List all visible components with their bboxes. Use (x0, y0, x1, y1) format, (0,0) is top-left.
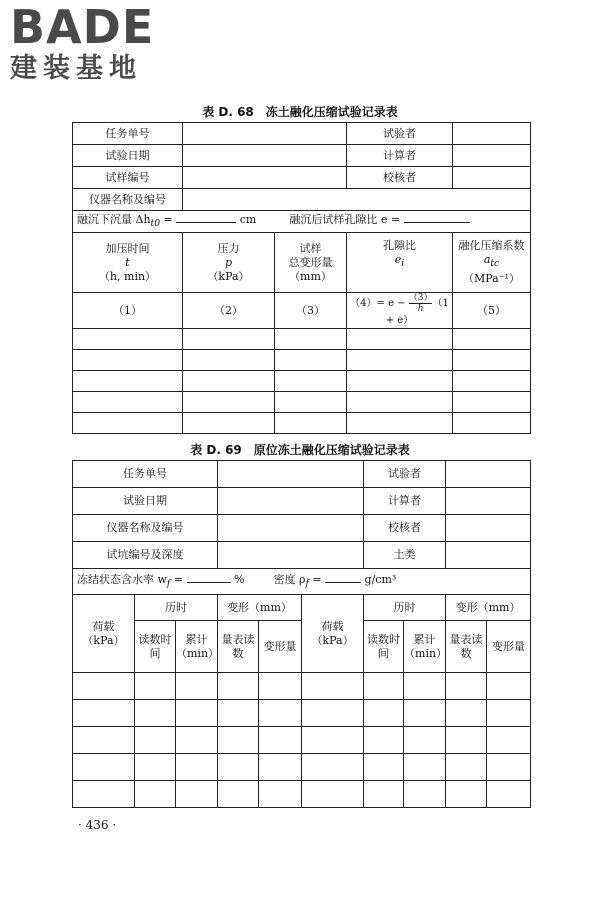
formula-cell: （4）= e − $\frac{(3)}{h}$ （1 + e） (347, 293, 453, 329)
settle-blank[interactable] (176, 211, 236, 223)
value-checker-69[interactable] (446, 515, 531, 542)
label-checker-69: 校核者 (364, 515, 446, 542)
page-number: · 436 · (78, 818, 117, 832)
value-instrument-69[interactable] (218, 515, 364, 542)
logo-brand: BADE (10, 0, 155, 54)
table-row[interactable] (73, 392, 531, 413)
label-task: 任务单号 (73, 123, 183, 145)
label-calc: 计算者 (347, 145, 453, 167)
header-cum-time-2: 累计（min） (404, 621, 446, 673)
void-blank[interactable] (404, 211, 470, 223)
header-cum-time: 累计（min） (176, 621, 218, 673)
label-sample: 试样编号 (73, 167, 183, 189)
water-density-row: 冻结状态含水率 $w_f$ = % 密度 $\rho_f = g/cm^3$ (73, 569, 531, 595)
table-row[interactable] (73, 350, 531, 371)
table-row[interactable] (73, 329, 531, 350)
header-history-right: 历时 (364, 595, 446, 621)
void-label: 融沉后试样孔隙比 e = (289, 213, 404, 227)
header-void: 孔隙比 $e_i$ (347, 233, 453, 293)
label-date: 试验日期 (73, 145, 183, 167)
table-row[interactable] (73, 727, 531, 754)
settlement-row: 融沉下沉量 $\Delta h_{t0}$ = cm 融沉后试样孔隙比 e = (73, 211, 531, 233)
header-read-time: 读数时间 (135, 621, 176, 673)
table-row[interactable] (73, 413, 531, 434)
label-checker: 校核者 (347, 167, 453, 189)
value-calc-69[interactable] (446, 488, 531, 515)
header-row (73, 233, 531, 293)
label-calc-69: 计算者 (364, 488, 446, 515)
header-pressure: 压力 p （kPa） (183, 233, 275, 293)
header-deform-left: 变形（mm） (218, 595, 302, 621)
label-task-69: 任务单号 (73, 461, 218, 488)
label-instrument: 仪器名称及编号 (73, 189, 183, 211)
header-history-left: 历时 (135, 595, 218, 621)
label-date-69: 试验日期 (73, 488, 218, 515)
header-deform-right: 变形（mm） (446, 595, 531, 621)
value-date-69[interactable] (218, 488, 364, 515)
table-row[interactable] (73, 371, 531, 392)
table69-title: 表 D. 69 原位冻土融化压缩试验记录表 (190, 443, 410, 457)
value-pit-69[interactable] (218, 542, 364, 569)
colnum-row: （1） （2） （3） （4）= e − $\frac{(3)}{h}$ （1 + e） （5） (73, 293, 531, 329)
header-load-right: 荷载 （kPa） (302, 595, 364, 673)
table68 (72, 122, 531, 434)
label-tester: 试验者 (347, 123, 453, 145)
value-date[interactable] (183, 145, 347, 167)
value-calc[interactable] (453, 145, 531, 167)
header-read-time-2: 读数时间 (364, 621, 404, 673)
table-row[interactable] (73, 673, 531, 700)
water-blank[interactable] (187, 571, 231, 583)
label-instrument-69: 仪器名称及编号 (73, 515, 218, 542)
value-checker[interactable] (453, 167, 531, 189)
header-time: 加压时间 t （h, min） (73, 233, 183, 293)
label-pit-69: 试坑编号及深度 (73, 542, 218, 569)
value-sample[interactable] (183, 167, 347, 189)
header-gauge-2: 量表读数 (446, 621, 487, 673)
logo-subtitle: 建装基地 (10, 53, 142, 84)
logo (10, 0, 180, 84)
header-load-left: 荷载 （kPa） (73, 595, 135, 673)
label-soil-69: 土类 (364, 542, 446, 569)
value-tester-69[interactable] (446, 461, 531, 488)
header-deform-amt-2: 变形量 (487, 621, 531, 673)
header-coef: 融化压缩系数 $a_{tc}$ （MPa⁻¹） (453, 233, 531, 293)
label-tester-69: 试验者 (364, 461, 446, 488)
settle-label: 融沉下沉量 Δh (77, 213, 151, 227)
header-deform-amt: 变形量 (259, 621, 302, 673)
table-row[interactable] (73, 700, 531, 727)
value-instrument[interactable] (183, 189, 531, 211)
table69 (72, 460, 531, 808)
table-row[interactable] (73, 754, 531, 781)
table68-title: 表 D. 68 冻土融化压缩试验记录表 (202, 105, 398, 119)
header-gauge: 量表读数 (218, 621, 259, 673)
table-row[interactable] (73, 781, 531, 808)
value-task[interactable] (183, 123, 347, 145)
density-blank[interactable] (325, 571, 361, 583)
value-soil-69[interactable] (446, 542, 531, 569)
value-task-69[interactable] (218, 461, 364, 488)
header-deform: 试样 总变形量 （mm） (275, 233, 347, 293)
value-tester[interactable] (453, 123, 531, 145)
